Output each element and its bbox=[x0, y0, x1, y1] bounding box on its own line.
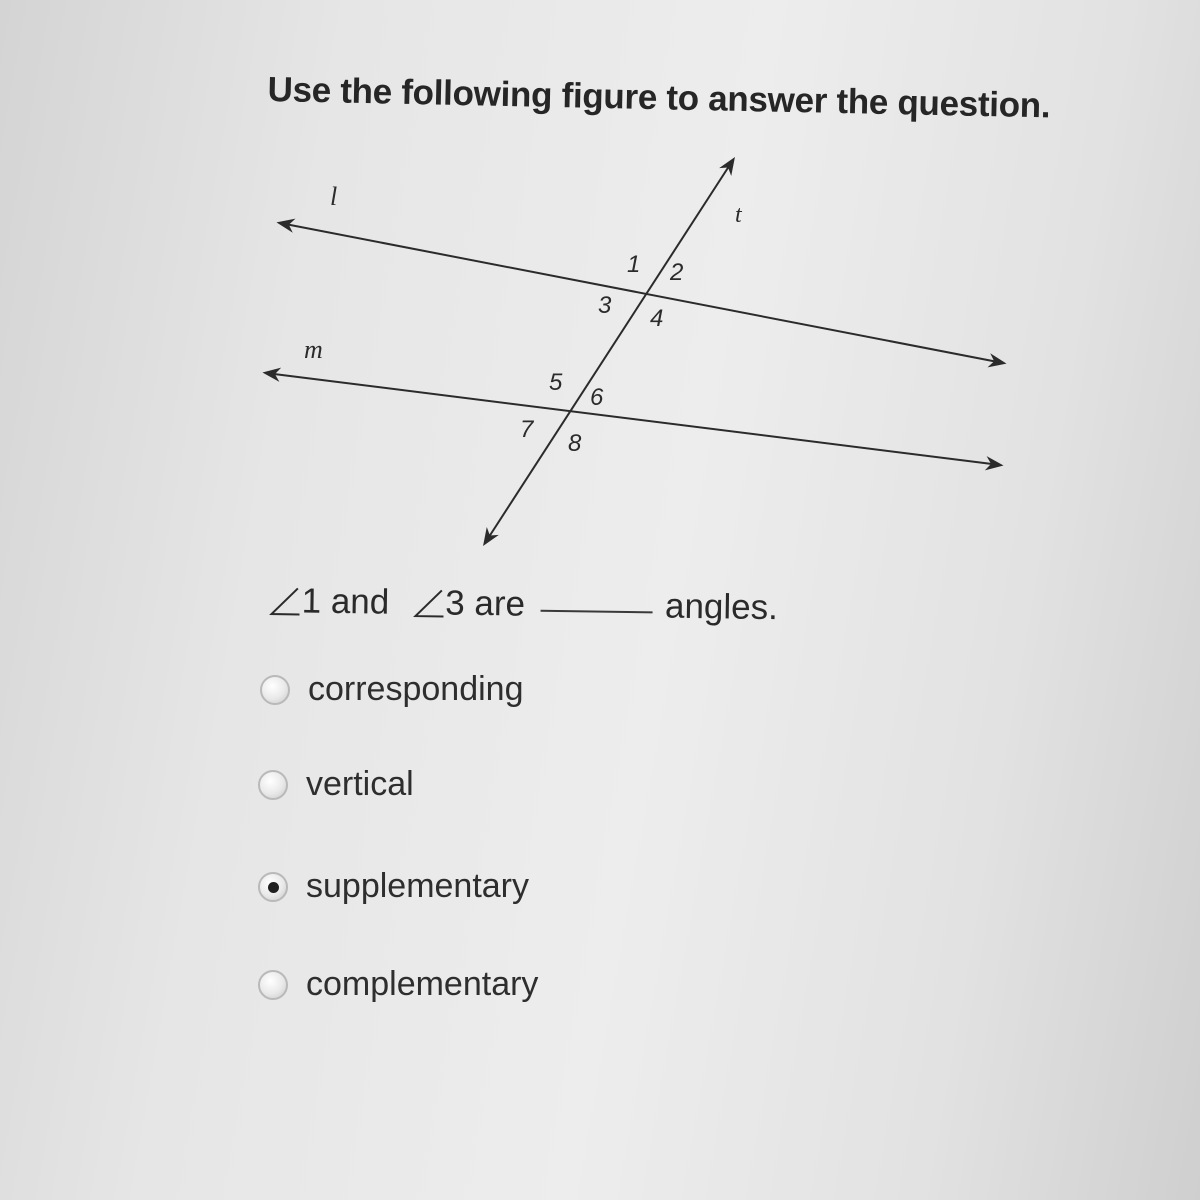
line-m bbox=[266, 373, 1000, 465]
angle-label-7: 7 bbox=[520, 416, 534, 443]
option-label: complementary bbox=[306, 965, 539, 1003]
option-label: vertical bbox=[306, 765, 414, 803]
line-label-t: t bbox=[735, 202, 742, 228]
option-supplementary[interactable] bbox=[258, 867, 529, 906]
answer-blank bbox=[541, 610, 653, 614]
option-label: corresponding bbox=[308, 670, 524, 708]
angle-label-6: 6 bbox=[590, 384, 604, 411]
line-l bbox=[280, 223, 1003, 363]
option-label: supplementary bbox=[306, 867, 530, 905]
angle-label-1: 1 bbox=[627, 251, 641, 278]
question-text-part1: 1 and bbox=[301, 581, 390, 622]
angle-label-4: 4 bbox=[650, 305, 664, 332]
radio-button[interactable] bbox=[258, 970, 288, 1000]
fill-in-question bbox=[267, 578, 778, 628]
radio-button[interactable] bbox=[258, 770, 288, 800]
radio-button[interactable] bbox=[260, 675, 290, 705]
line-label-l: l bbox=[330, 182, 338, 211]
option-vertical[interactable] bbox=[258, 765, 414, 804]
angle-label-2: 2 bbox=[670, 259, 684, 286]
angle-symbol-icon bbox=[267, 584, 301, 618]
option-complementary[interactable] bbox=[258, 965, 538, 1004]
question-prompt: Use the following figure to answer the question. bbox=[267, 70, 1051, 126]
question-text-part3: angles. bbox=[664, 586, 779, 628]
angle-label-3: 3 bbox=[598, 292, 612, 319]
option-corresponding[interactable] bbox=[260, 670, 523, 709]
question-text-part2: 3 are bbox=[444, 583, 526, 624]
line-label-m: m bbox=[304, 335, 323, 364]
angle-symbol-icon bbox=[411, 586, 445, 620]
radio-button-selected[interactable] bbox=[258, 872, 288, 902]
line-t bbox=[485, 160, 733, 543]
angle-label-5: 5 bbox=[549, 369, 563, 396]
angle-label-8: 8 bbox=[568, 430, 582, 457]
